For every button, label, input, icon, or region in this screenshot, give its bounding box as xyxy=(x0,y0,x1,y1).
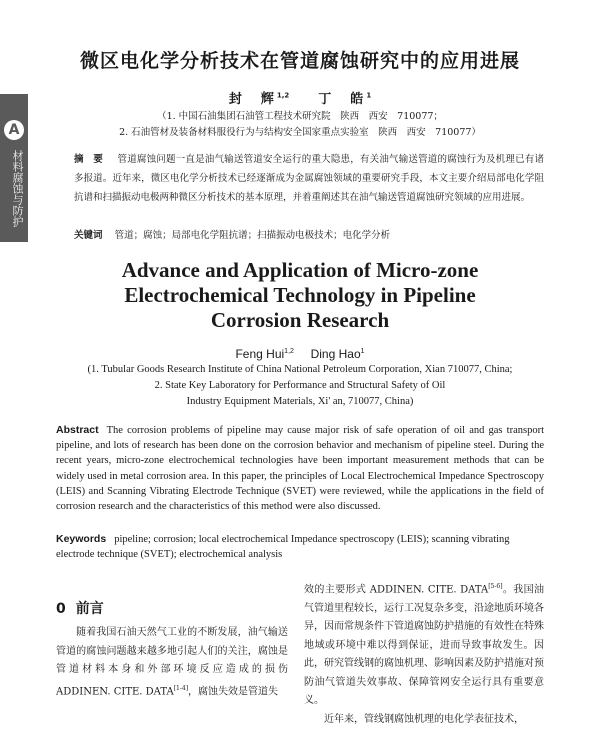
author2-en-sup: 1 xyxy=(360,348,365,355)
title-en-line-2: Electrochemical Technology in Pipeline xyxy=(124,283,476,307)
section-heading xyxy=(56,598,104,618)
section-number: 0 xyxy=(56,601,66,617)
body-left-text: 随着我国石油天然气工业的不断发展，油气输送管道的腐蚀问题越来越多地引起人们的关注，腐蚀是管道材料本身和外部环境反应造成的损伤ADDINEN. CITE. DATA xyxy=(56,627,288,697)
abstract-en-label: Abstract xyxy=(56,424,99,436)
author2-cn: 丁 皓 xyxy=(318,92,367,107)
body-right-p1-cite: [5-6] xyxy=(488,583,503,590)
title-en-line-1: Advance and Application of Micro-zone xyxy=(121,258,479,282)
category-letter-badge: A xyxy=(4,120,24,140)
keywords-english xyxy=(56,532,544,562)
author1-en-sup: 1,2 xyxy=(284,348,294,355)
affiliation-en-1: (1. Tubular Goods Research Institute of China National Petroleum Corporation, Xian 710077, China; xyxy=(87,364,513,375)
category-label: 材料腐蚀与防护 xyxy=(11,150,24,227)
keywords-en-text: pipeline; corrosion; local electrochemical Impedance spectroscopy (LEIS); scanning vibrating electrode technique (SVET); electrochemical analysis xyxy=(56,534,510,560)
authors-english xyxy=(0,347,600,361)
body-column-left xyxy=(56,624,288,701)
affiliation-cn-2: 2. 石油管材及装备材料服役行为与结构安全国家重点实验室 陕西 西安 710077） xyxy=(119,127,481,138)
abstract-english xyxy=(56,423,544,514)
author1-cn-sup: 1,2 xyxy=(276,91,290,100)
keywords-chinese xyxy=(74,226,544,245)
affiliation-en-3: Industry Equipment Materials, Xi' an, 710077, China) xyxy=(186,396,414,407)
body-column-right xyxy=(304,578,544,729)
body-left-cite: [1-4] xyxy=(173,684,189,692)
author1-cn: 封 辉 xyxy=(228,92,277,107)
author2-cn-sup: 1 xyxy=(366,91,372,100)
keywords-cn-label: 关键词 xyxy=(74,230,103,241)
body-right-paragraph-1 xyxy=(304,578,544,711)
body-right-paragraph-2 xyxy=(304,711,544,729)
affiliation-cn-1: （1. 中国石油集团石油管工程技术研究院 陕西 西安 710077； xyxy=(157,111,443,122)
author2-en: Ding Hao xyxy=(310,347,361,361)
title-english xyxy=(0,258,600,333)
keywords-cn-text: 管道；腐蚀；局部电化学阻抗谱；扫描振动电极技术；电化学分析 xyxy=(114,230,391,241)
body-left-tail: ，腐蚀失效是管道失 xyxy=(188,685,279,697)
section-title: 前言 xyxy=(75,601,104,617)
abstract-en-text: The corrosion problems of pipeline may cause major risk of safe operation of oil and gas transport pipeline, and lots of research has been done on the corrosion behavior and mechanism of pipeline steel. During the recent years, micro-zone electrochemical technologies have been important measurement methods that can be widely used in metal corrosion area. In this paper, the principles of Local Electrochemical Impedance Spectroscopy (LEIS) and Scanning Vibrating Electrode Technique (SVET) were reviewed, while the applications in the field of corrosion research and the characteristics of this method were also discussed. xyxy=(56,425,544,513)
abstract-chinese xyxy=(74,150,544,207)
title-chinese: 微区电化学分析技术在管道腐蚀研究中的应用进展 xyxy=(79,50,520,72)
keywords-en-label: Keywords xyxy=(56,533,107,545)
abstract-cn-text: 管道腐蚀问题一直是油气输送管道安全运行的重大隐患，有关油气输送管道的腐蚀行为及机理已有诸多报道。近年来，微区电化学分析技术已经逐渐成为金属腐蚀领域的重要研究手段，本文主要介绍局部电化学阻抗谱和扫描振动电极两种微区分析技术的基本原理，并着重阐述其在油气输送管道腐蚀研究领域的应用进展。 xyxy=(74,154,544,203)
abstract-cn-label: 摘 要 xyxy=(74,154,104,165)
body-right-p1-text: 效的主要形式 ADDINEN. CITE. DATA xyxy=(304,584,489,596)
body-right-p2-text: 近年来，管线钢腐蚀机理的电化学表征技术， xyxy=(324,713,524,725)
affiliation-en-2: 2. State Key Laboratory for Performance and Structural Safety of Oil xyxy=(154,380,446,391)
body-right-p1-rest: 。我国油气管道里程较长，运行工况复杂多变，沿途地质环境各异，因而常规条件下管道腐蚀防护措施的有效性在特殊地域或环境中难以得到保证，进而导致事故发生。因此，研究管线钢的腐蚀机理、影响因素及防护措施对预防油气管道失效事故、保障管网安全运行具有重要意义。 xyxy=(304,584,545,707)
title-en-line-3: Corrosion Research xyxy=(210,308,390,332)
authors-chinese xyxy=(0,88,600,107)
author1-en: Feng Hui xyxy=(235,347,285,361)
